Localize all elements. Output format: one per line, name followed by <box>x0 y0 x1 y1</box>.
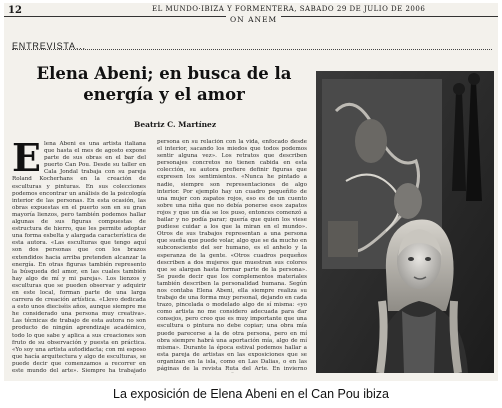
byline: Beatriz C. Martínez <box>134 120 217 129</box>
page-number: 12 <box>8 5 22 16</box>
masthead: EL MUNDO·IBIZA Y FORMENTERA, SABADO 29 DE JULIO DE 2006 <box>152 5 426 13</box>
headline-line-1: Elena Abeni; en busca de la <box>36 64 292 83</box>
column-2-text: persona en su relación con la vida, enfocado desde el interior, sacando los miedos que todos podemos sentir alguna vez». Los retratos que describen personajes concretos no tienen cabida en esta colección, su autora prefiere definir figuras que expresen los sentimientos. «Nunca he pintado a nadie, siempre son representaciones de algo interior. Por ejemplo hay un cuadro pequeñito de una mujer con zapatos rojos, eso es de un cuento sobre una niña que no debía ponerse esos zapatos rojos y que un día se los puso, entonces comenzó a bailar y no podía parar; quería que quien los viese pudiese cuidar a los que la miran en el mundo». Otros de sus trabajos representan a una persona que sueña que puede volar, algo que se da mucho en subconsciente del ser humano, es el anhelo y la esperanza de la gente. «Otros cuadros pequeños describen a dos mujeres que muestran sus colores que se alargan hasta formar parte de la persona». Se puede decir que los complementos materiales también describen la personalidad humana. Según nos contaba Elena Abeni, ella siempre realiza su trabajo de una forma muy personal, dejando en cada trazo, pincelada o modelado algo de sí misma: «yo como artista no me considero adecuada para dar consejos, pero creo que es muy importante que una escultura o pintura no debe copiar; una obra mía puede parecerse a la de otra persona, pero en mí obra siempre habrá una aportación mía, algo de mí misma». Durante la época estival podemos hallar a esta pareja de artistas en las exposiciones que se organizan en la isla, como en Las Dalias, o en las páginas de la revista Ruta del Arte. En invierno <box>157 139 307 372</box>
artist-with-painting-photo <box>316 71 494 373</box>
page-header <box>4 3 498 25</box>
article-column-2 <box>157 139 307 373</box>
article-kicker: ENTREVISTA... <box>12 41 86 51</box>
dropcap: E <box>12 141 41 180</box>
kicker-rule <box>12 49 492 50</box>
photo-caption: La exposición de Elena Abeni en el Can Pou ibiza <box>113 387 389 401</box>
column-1-text: lena Abeni es una artista italiana que hasta el mes de agosto expone parte de sus obras en el bar del puerto Can Pou. Desde su taller en Cala Jondal trabaja con su pareja Roland Kocherhans en la creación de esculturas y pinturas. En sus colecciones podemos encontrar un análisis de la psicología interior de las personas. En esta ocasión, las obras expuestas en el puerto son en su gran mayoría lienzos, pero también podemos hallar algunas de sus figuras compuestas de estructura de hierro, que les permite adoptar una forma esbelta y alargada característica de esta autora. «Las esculturas que tengo aquí son dos personas que con los brazos extendidos hacia arriba pretenden alcanzar la energía. En otras figuras también represento la búsqueda del amor, en las cuales también hay algo de mí y mi pareja». Los lienzos y esculturas que se pueden observar y adquirir en este local, forman parte de una larga carrera de creación artística. «Llevo dedicada a esto unos dieciséis años, aunque siempre me he considerado una persona muy creativa». Las técnicas de trabajo de esta autora no son producto de ningún aprendizaje académico, todo lo que sabe y aplica a sus creaciones son fruto de su observación y puesta en práctica. «Yo soy una artista autodidacta; con mi esposo que hacía arquitectura y algo de esculturas, se puede decir que comenzamos a recorrer en este mundo del arte». Siempre ha trabajado <box>12 141 146 374</box>
article-headline <box>24 63 304 105</box>
newspaper-page <box>4 3 498 381</box>
article-column-1 <box>12 141 146 375</box>
section-name: ON ANEM <box>226 15 281 24</box>
headline-line-2: energía y el amor <box>83 85 245 104</box>
